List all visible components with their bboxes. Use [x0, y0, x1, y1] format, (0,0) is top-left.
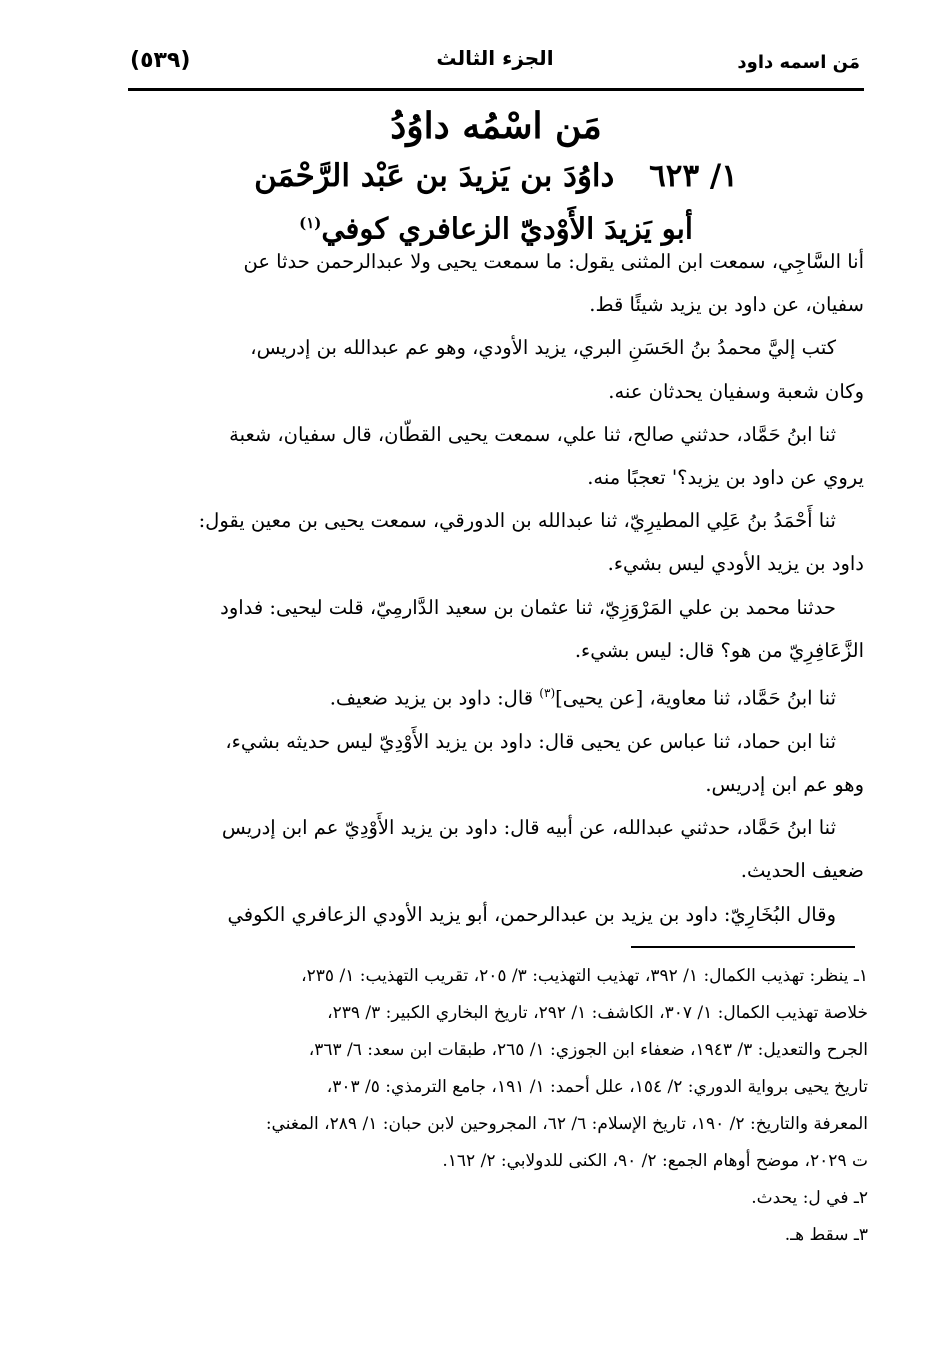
header-divider	[128, 88, 864, 91]
paragraph-6	[124, 672, 864, 720]
paragraph-3	[124, 413, 864, 499]
line: وكان شعبة وسفيان يحدثان عنه.	[608, 379, 864, 403]
entry-kunya-text: أبو يَزيدَ الأَوْديّ الزعافري كوفي	[321, 211, 693, 246]
footnote-line: المعرفة والتاريخ: ٢/ ١٩٠، تاريخ الإسلام: ٦/ ٦٢، المجروحين لابن حبان: ١/ ٢٨٩، المغني:	[265, 1114, 868, 1134]
line: ثنا ابنُ حَمَّاد، ثنا معاوية، [عن يحيى]	[555, 686, 836, 710]
footnote-1	[124, 958, 868, 1180]
footnote-divider	[631, 946, 855, 948]
footnote-line: ت ٢٠٢٩، موضح أوهام الجمع: ٢/ ٩٠، الكنى للدولابي: ٢/ ١٦٢.	[442, 1151, 868, 1171]
line: داود بن يزيد الأودي ليس بشيء.	[607, 552, 864, 576]
line: ثنا أَحْمَدُ بنُ عَلِي المطيرِيّ، ثنا عبدالله بن الدورقي، سمعت يحيى بن معين يقول:	[198, 509, 836, 533]
body-text	[124, 240, 864, 936]
header-volume-title: الجزء الثالث	[436, 46, 554, 70]
running-header	[130, 44, 860, 84]
line: يروي عن داود بن يزيد؟' تعجبًا منه.	[587, 466, 864, 490]
line: الزَّعَافِرِيّ من هو؟ قال: ليس بشيء.	[574, 638, 864, 662]
footnote-line: تاريخ يحيى برواية الدوري: ٢/ ١٥٤، علل أحمد: ١/ ١٩١، جامع الترمذي: ٥/ ٣٠٣،	[326, 1077, 868, 1097]
line: سفيان، عن داود بن يزيد شيئًا قط.	[589, 293, 864, 317]
header-chapter-title: مَن اسمه داود	[737, 52, 860, 73]
line: ثنا ابنُ حَمَّاد، حدثني عبدالله، عن أبيه قال: داود بن يزيد الأَوْدِيّ عم ابن إدريس	[221, 816, 836, 840]
entry-title	[128, 152, 864, 200]
line: حدثنا محمد بن علي المَرْوَزِيّ، ثنا عثمان بن سعيد الدَّارمِيّ، قلت ليحيى: فداود	[220, 595, 836, 619]
line: ثنا ابنُ حَمَّاد، حدثني صالح، ثنا علي، سمعت يحيى القطّان، قال سفيان، شعبة	[229, 422, 836, 446]
paragraph-4	[124, 499, 864, 585]
entry-heading	[128, 100, 864, 252]
line: ضعيف الحديث.	[740, 859, 864, 883]
paragraph-1	[124, 240, 864, 326]
line: وقال البُخَارِيّ: داود بن يزيد بن عبدالرحمن، أبو يزيد الأودي الزعافري الكوفي	[227, 902, 836, 926]
paragraph-5	[124, 586, 864, 672]
section-title: مَن اسْمُه داوُدُ	[390, 105, 602, 147]
footnote-ref-3: (٣)	[539, 686, 556, 701]
header-page-number: (٥٣٩)	[130, 48, 191, 73]
line: قال: داود بن يزيد ضعيف.	[329, 686, 540, 710]
line: وهو عم ابن إدريس.	[705, 772, 864, 796]
line: كتب إليَّ محمدُ بنُ الحَسَنِ البري، يزيد الأودي، وهو عم عبدالله بن إدريس،	[250, 336, 836, 360]
paragraph-9	[124, 893, 864, 936]
line: أنا السَّاجِي، سمعت ابن المثنى يقول: ما سمعت يحيى ولا عبدالرحمن حدثا عن	[243, 250, 864, 273]
footnotes	[124, 958, 868, 1254]
paragraph-8	[124, 806, 864, 892]
paragraph-7	[124, 720, 864, 806]
footnote-2: ٢ـ في ل: يحدث.	[751, 1188, 868, 1208]
footnote-line: ١ـ ينظر: تهذيب الكمال: ١/ ٣٩٢، تهذيب التهذيب: ٣/ ٢٠٥، تقريب التهذيب: ١/ ٢٣٥،	[301, 966, 868, 986]
entry-number: ١/ ٦٢٣	[649, 158, 738, 194]
footnote-line: الجرح والتعديل: ٣/ ١٩٤٣، ضعفاء ابن الجوزي: ١/ ٢٦٥، طبقات ابن سعد: ٦/ ٣٦٣،	[308, 1040, 868, 1060]
line: ثنا ابن حماد، ثنا عباس عن يحيى قال: داود بن يزيد الأَوْدِيّ ليس حديثه بشيء،	[225, 729, 836, 753]
footnote-ref-1: (١)	[299, 214, 322, 232]
paragraph-2	[124, 326, 864, 412]
footnote-line: خلاصة تهذيب الكمال: ١/ ٣٠٧، الكاشف: ١/ ٢٩٢، تاريخ البخاري الكبير: ٣/ ٢٣٩،	[327, 1003, 868, 1023]
footnote-3: ٣ـ سقط هـ.	[784, 1225, 868, 1245]
entry-name: داوُدَ بن يَزيدَ بن عَبْد الرَّحْمَن	[254, 158, 615, 194]
